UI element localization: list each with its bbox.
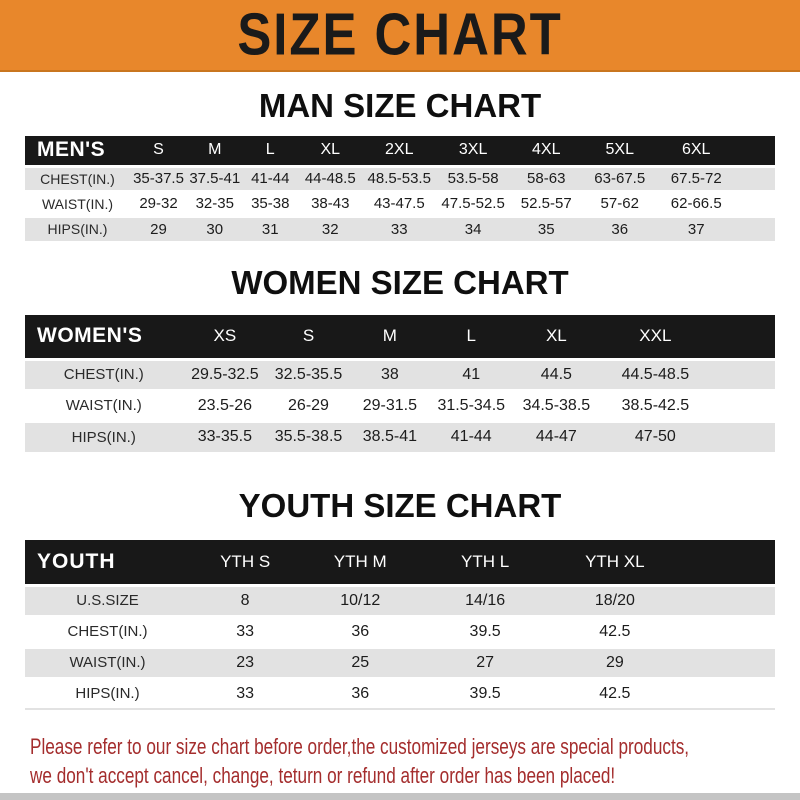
- row-label: HIPS(IN.): [71, 428, 136, 446]
- size-value-cell: 32-35: [195, 195, 234, 212]
- size-column-header: M: [382, 326, 397, 346]
- size-value-cell: 57-62: [600, 195, 639, 212]
- notice-line-1: Please refer to our size chart before order,the customized jerseys are special products,: [30, 734, 690, 759]
- spacer-cell: [680, 647, 775, 678]
- size-value-cell: 33: [390, 220, 408, 238]
- size-value-cell: 14/16: [465, 591, 506, 609]
- size-column-header: XXL: [639, 326, 672, 346]
- women-corner-label: WOMEN'S: [37, 324, 143, 348]
- size-value-cell: 58-63: [527, 170, 566, 187]
- spacer-cell: [735, 166, 775, 191]
- size-value-cell: 36: [351, 622, 370, 640]
- row-label: CHEST(IN.): [67, 623, 148, 640]
- women-size-table: [25, 315, 775, 452]
- men-header-row: [25, 136, 775, 166]
- size-column-header: S: [153, 141, 164, 159]
- size-value-cell: 25: [351, 653, 370, 671]
- spacer-cell: [680, 585, 775, 616]
- size-value-cell: 44.5-48.5: [621, 365, 690, 383]
- size-value-cell: 38-43: [311, 195, 350, 212]
- table-row: [25, 647, 775, 678]
- spacer-cell: [735, 216, 775, 241]
- size-column-header: XS: [213, 326, 237, 346]
- size-column-header: YTH L: [461, 551, 510, 571]
- row-label: CHEST(IN.): [63, 366, 144, 383]
- size-value-cell: 33: [236, 622, 255, 640]
- size-value-cell: 33-35.5: [197, 428, 252, 446]
- table-row: [25, 216, 775, 241]
- row-label: HIPS(IN.): [75, 685, 140, 703]
- row-label: HIPS(IN.): [47, 221, 108, 238]
- size-value-cell: 29: [150, 220, 167, 238]
- spacer-cell: [711, 315, 776, 359]
- size-column-header: XL: [320, 141, 341, 159]
- size-column-header: M: [208, 141, 222, 159]
- size-value-cell: 42.5: [599, 684, 631, 702]
- table-row: [25, 191, 775, 216]
- size-value-cell: 47.5-52.5: [441, 195, 505, 212]
- size-column-header: L: [265, 141, 275, 159]
- size-value-cell: 23.5-26: [197, 396, 252, 414]
- size-column-header: 2XL: [385, 141, 414, 159]
- size-value-cell: 34: [464, 220, 482, 238]
- row-label: WAIST(IN.): [65, 397, 142, 414]
- size-value-cell: 41-44: [251, 170, 290, 187]
- banner: [0, 0, 800, 72]
- table-row: [25, 678, 775, 709]
- size-value-cell: 53.5-58: [447, 170, 499, 187]
- banner-title: SIZE CHART: [237, 1, 563, 69]
- size-value-cell: 37.5-41: [189, 170, 241, 187]
- youth-section: [0, 488, 800, 710]
- size-value-cell: 31: [261, 220, 279, 238]
- table-row: [25, 359, 775, 390]
- size-column-header: 3XL: [458, 141, 488, 159]
- size-value-cell: 36: [611, 220, 629, 238]
- size-value-cell: 23: [236, 653, 255, 671]
- row-label: WAIST(IN.): [69, 654, 146, 671]
- youth-header-row: [25, 540, 775, 585]
- size-value-cell: 48.5-53.5: [367, 170, 431, 187]
- spacer-cell: [735, 136, 775, 166]
- size-column-header: YTH M: [333, 551, 387, 571]
- size-value-cell: 47-50: [634, 428, 676, 446]
- men-corner-label: MEN'S: [37, 138, 106, 162]
- size-value-cell: 26-29: [288, 396, 329, 414]
- size-value-cell: 42.5: [599, 622, 631, 640]
- spacer-cell: [680, 540, 775, 585]
- table-row: [25, 421, 775, 452]
- notice-line-2: we don't accept cancel, change, teturn or refund after order has been placed!: [30, 763, 616, 788]
- size-value-cell: 35-38: [251, 195, 290, 212]
- spacer-cell: [735, 191, 775, 216]
- size-value-cell: 30: [206, 220, 224, 238]
- spacer-cell: [680, 616, 775, 647]
- size-value-cell: 43-47.5: [373, 195, 425, 212]
- size-value-cell: 29: [605, 653, 624, 671]
- size-value-cell: 35-37.5: [133, 170, 184, 187]
- women-table-host: [0, 315, 800, 452]
- size-value-cell: 39.5: [469, 684, 501, 702]
- spacer-cell: [680, 678, 775, 709]
- row-label: U.S.SIZE: [76, 592, 139, 609]
- men-heading: MAN SIZE CHART: [258, 87, 542, 124]
- size-column-header: S: [302, 326, 315, 346]
- spacer-cell: [711, 421, 776, 452]
- size-column-header: L: [466, 326, 476, 346]
- size-value-cell: 36: [351, 684, 370, 702]
- men-table-host: [0, 136, 800, 241]
- size-value-cell: 10/12: [340, 591, 381, 609]
- size-value-cell: 39.5: [469, 622, 501, 640]
- size-value-cell: 41-44: [450, 428, 492, 446]
- size-value-cell: 35.5-38.5: [274, 428, 343, 446]
- size-value-cell: 38.5-41: [362, 428, 417, 446]
- table-row: [25, 585, 775, 616]
- row-label: WAIST(IN.): [41, 195, 114, 212]
- size-value-cell: 27: [476, 653, 495, 671]
- size-value-cell: 62-66.5: [670, 195, 722, 212]
- spacer-cell: [711, 390, 776, 421]
- size-value-cell: 44-47: [535, 428, 577, 446]
- size-value-cell: 29.5-32.5: [191, 365, 259, 383]
- size-value-cell: 38.5-42.5: [621, 396, 690, 414]
- youth-corner-label: YOUTH: [37, 549, 116, 573]
- women-header-row: [25, 315, 775, 359]
- size-column-header: 6XL: [681, 141, 711, 159]
- size-value-cell: 29-31.5: [362, 396, 417, 414]
- size-value-cell: 38: [380, 365, 399, 383]
- size-value-cell: 41: [462, 365, 481, 383]
- size-value-cell: 67.5-72: [670, 170, 722, 187]
- size-column-header: 5XL: [605, 141, 634, 159]
- size-value-cell: 32: [321, 220, 339, 238]
- men-size-table: [25, 136, 775, 241]
- footer-notice: [0, 732, 800, 790]
- men-section: [0, 88, 800, 241]
- youth-heading: YOUTH SIZE CHART: [238, 487, 562, 524]
- row-label: CHEST(IN.): [40, 170, 115, 187]
- youth-table-host: [0, 540, 800, 710]
- size-column-header: XL: [545, 326, 567, 346]
- size-column-header: YTH XL: [585, 551, 645, 571]
- size-value-cell: 18/20: [594, 591, 635, 609]
- table-row: [25, 166, 775, 191]
- women-section: [0, 265, 800, 452]
- size-value-cell: 52.5-57: [520, 195, 572, 212]
- table-row: [25, 616, 775, 647]
- youth-size-table: [25, 540, 775, 710]
- size-value-cell: 8: [240, 591, 250, 609]
- table-row: [25, 390, 775, 421]
- size-value-cell: 35: [537, 220, 555, 238]
- size-value-cell: 34.5-38.5: [522, 396, 591, 414]
- size-value-cell: 37: [687, 220, 705, 238]
- size-value-cell: 32.5-35.5: [274, 365, 343, 383]
- bottom-strip: [0, 793, 800, 800]
- size-value-cell: 44.5: [540, 365, 572, 383]
- size-value-cell: 63-67.5: [594, 170, 646, 187]
- size-value-cell: 44-48.5: [304, 170, 356, 187]
- size-value-cell: 33: [236, 684, 255, 702]
- size-column-header: YTH S: [220, 551, 271, 571]
- spacer-cell: [711, 359, 776, 390]
- size-value-cell: 29-32: [139, 195, 178, 212]
- size-value-cell: 31.5-34.5: [437, 396, 506, 414]
- size-column-header: 4XL: [532, 141, 561, 159]
- women-heading: WOMEN SIZE CHART: [231, 264, 569, 301]
